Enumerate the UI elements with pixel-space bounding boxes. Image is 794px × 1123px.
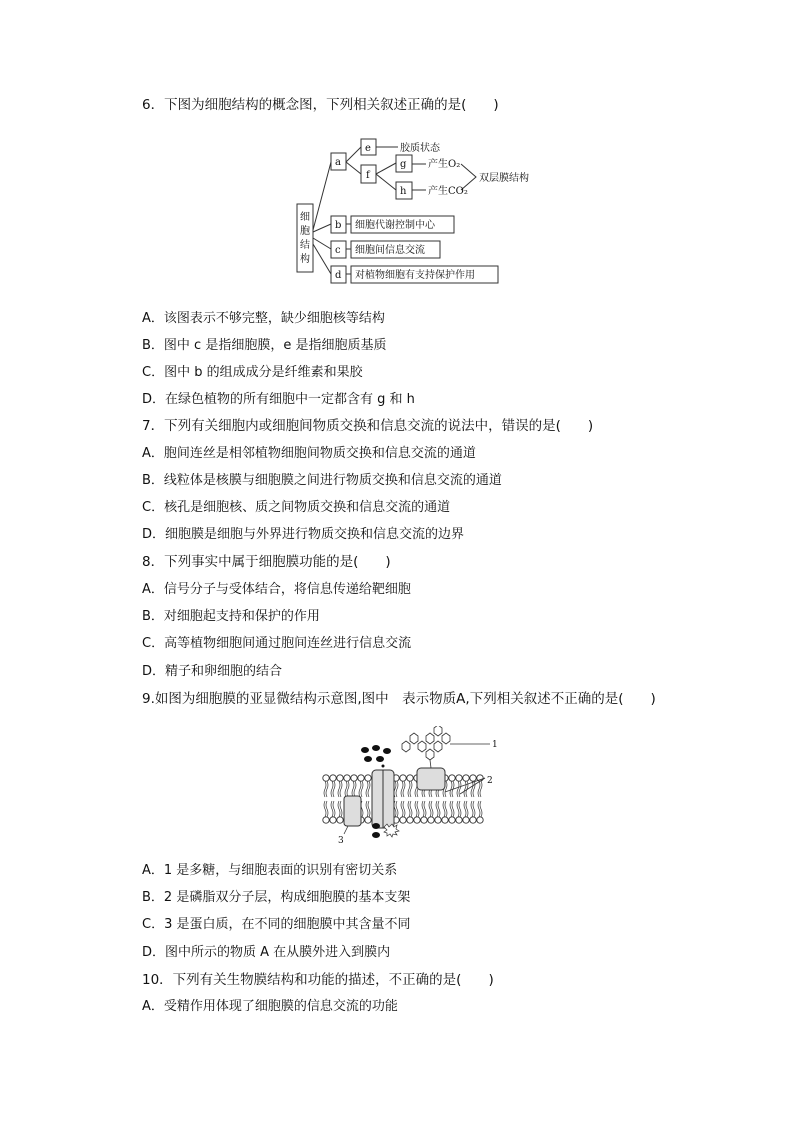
phospholipid-head	[470, 817, 476, 823]
q8-option-b: B．对细胞起支持和保护的作用	[142, 609, 320, 624]
q7-stem: 7．下列有关细胞内或细胞间物质交换和信息交流的说法中，错误的是( )	[142, 418, 594, 434]
phospholipid-tail	[408, 801, 412, 817]
label-2: 2	[487, 776, 493, 786]
phospholipid-head	[330, 817, 336, 823]
phospholipid-head	[456, 775, 462, 781]
phospholipid-tail	[352, 781, 356, 797]
phospholipid-tail	[401, 781, 405, 797]
phospholipid-tail	[338, 801, 342, 817]
phospholipid-head	[365, 817, 371, 823]
q8-option-c: C．高等植物细胞间通过胞间连丝进行信息交流	[142, 636, 412, 651]
glycocalyx	[402, 726, 450, 768]
phospholipid-head	[449, 817, 455, 823]
node-a: a	[335, 157, 341, 168]
label-1: 1	[492, 740, 498, 750]
phospholipid-head	[337, 817, 343, 823]
q6-option-b: B．图中 c 是指细胞膜，e 是指细胞质基质	[142, 338, 387, 353]
phospholipid-head	[344, 775, 350, 781]
q7-option-b: B．线粒体是核膜与细胞膜之间进行物质交换和信息交流的通道	[142, 473, 502, 488]
q7-option-c: C．核孔是细胞核、质之间物质交换和信息交流的通道	[142, 500, 451, 515]
phospholipid-head	[407, 817, 413, 823]
phospholipid-tail	[457, 781, 461, 797]
phospholipid-tail	[394, 801, 398, 817]
substance-a-outside	[361, 745, 391, 768]
surface-protein	[417, 768, 445, 790]
q7-option-d: D．细胞膜是细胞与外界进行物质交换和信息交流的边界	[142, 527, 465, 542]
root-char-2: 胞	[300, 226, 310, 237]
phospholipid-tail	[450, 801, 454, 817]
q9-stem: 9.如图为细胞膜的亚显微结构示意图,图中 表示物质A,下列相关叙述不正确的是( )	[142, 691, 656, 707]
phospholipid-head	[463, 817, 469, 823]
phospholipid-head	[442, 817, 448, 823]
label-g: 产生O₂	[428, 159, 461, 170]
q6-concept-diagram	[296, 132, 546, 292]
phospholipid-tail	[471, 781, 475, 797]
label-b: 细胞代谢控制中心	[355, 220, 435, 231]
label-3: 3	[338, 836, 344, 846]
q6-option-a: A．该图表示不够完整，缺少细胞核等结构	[142, 311, 385, 326]
phospholipid-tail	[401, 801, 405, 817]
phospholipid-tail	[366, 801, 370, 817]
phospholipid-tail	[478, 781, 482, 797]
node-h: h	[400, 186, 407, 197]
q6-stem: 6．下图为细胞结构的概念图，下列相关叙述正确的是( )	[142, 97, 499, 113]
phospholipid-head	[400, 817, 406, 823]
node-c: c	[335, 245, 341, 256]
phospholipid-head	[323, 817, 329, 823]
phospholipid-head	[421, 817, 427, 823]
label-c: 细胞间信息交流	[355, 245, 425, 256]
phospholipid-head	[358, 775, 364, 781]
node-g: g	[400, 159, 407, 170]
q7-option-a: A．胞间连丝是相邻植物细胞间物质交换和信息交流的通道	[142, 446, 476, 461]
phospholipid-tail	[408, 781, 412, 797]
phospholipid-tail	[443, 801, 447, 817]
phospholipid-tail	[422, 801, 426, 817]
phospholipid-tail	[478, 801, 482, 817]
phospholipid-head	[470, 775, 476, 781]
node-e: e	[365, 143, 371, 154]
q8-option-d: D．精子和卵细胞的结合	[142, 664, 283, 679]
q9-option-c: C．3 是蛋白质，在不同的细胞膜中其含量不同	[142, 917, 411, 932]
q9-option-a: A．1 是多糖，与细胞表面的识别有密切关系	[142, 863, 398, 878]
phospholipid-tail	[394, 781, 398, 797]
q6-option-d: D．在绿色植物的所有细胞中一定都含有 g 和 h	[142, 392, 415, 407]
phospholipid-head	[449, 775, 455, 781]
q6-option-c: C．图中 b 的组成成分是纤维素和果胶	[142, 365, 363, 380]
phospholipid-head	[337, 775, 343, 781]
phospholipid-top-layer	[323, 775, 483, 797]
protein-3	[344, 796, 361, 826]
substance-a-inside	[372, 823, 399, 838]
root-char-4: 构	[300, 254, 310, 265]
root-char-1: 细	[300, 212, 310, 223]
phospholipid-tail	[457, 801, 461, 817]
phospholipid-tail	[331, 781, 335, 797]
label-d: 对植物细胞有支持保护作用	[355, 270, 475, 281]
phospholipid-head	[365, 775, 371, 781]
phospholipid-head	[323, 775, 329, 781]
phospholipid-head	[477, 817, 483, 823]
phospholipid-tail	[324, 781, 328, 797]
q9-option-b: B．2 是磷脂双分子层，构成细胞膜的基本支架	[142, 890, 411, 905]
phospholipid-tail	[366, 781, 370, 797]
q9-membrane-diagram	[320, 726, 500, 848]
phospholipid-tail	[471, 801, 475, 817]
phospholipid-head	[456, 817, 462, 823]
phospholipid-tail	[324, 801, 328, 817]
phospholipid-tail	[415, 801, 419, 817]
label-h: 产生CO₂	[428, 186, 468, 197]
q8-option-a: A．信号分子与受体结合，将信息传递给靶细胞	[142, 582, 411, 597]
label-double-membrane: 双层膜结构	[479, 173, 529, 184]
node-f: f	[366, 170, 370, 181]
phospholipid-head	[435, 817, 441, 823]
phospholipid-tail	[331, 801, 335, 817]
phospholipid-head	[407, 775, 413, 781]
phospholipid-tail	[436, 801, 440, 817]
phospholipid-tail	[345, 781, 349, 797]
phospholipid-head	[428, 817, 434, 823]
q9-option-d: D．图中所示的物质 A 在从膜外进入到膜内	[142, 945, 391, 960]
q10-option-a: A．受精作用体现了细胞膜的信息交流的功能	[142, 999, 398, 1014]
phospholipid-tail	[464, 801, 468, 817]
phospholipid-head	[400, 775, 406, 781]
root-char-3: 结	[300, 240, 310, 251]
phospholipid-head	[414, 817, 420, 823]
phospholipid-tail	[338, 781, 342, 797]
channel-protein	[372, 770, 394, 828]
node-d: d	[335, 270, 342, 281]
q10-stem: 10．下列有关生物膜结构和功能的描述，不正确的是( )	[142, 972, 494, 988]
q8-stem: 8．下列事实中属于细胞膜功能的是( )	[142, 554, 391, 570]
phospholipid-head	[330, 775, 336, 781]
node-b: b	[335, 220, 342, 231]
phospholipid-head	[463, 775, 469, 781]
phospholipid-tail	[359, 781, 363, 797]
phospholipid-head	[351, 775, 357, 781]
phospholipid-tail	[429, 801, 433, 817]
label-e: 胶质状态	[400, 143, 440, 154]
